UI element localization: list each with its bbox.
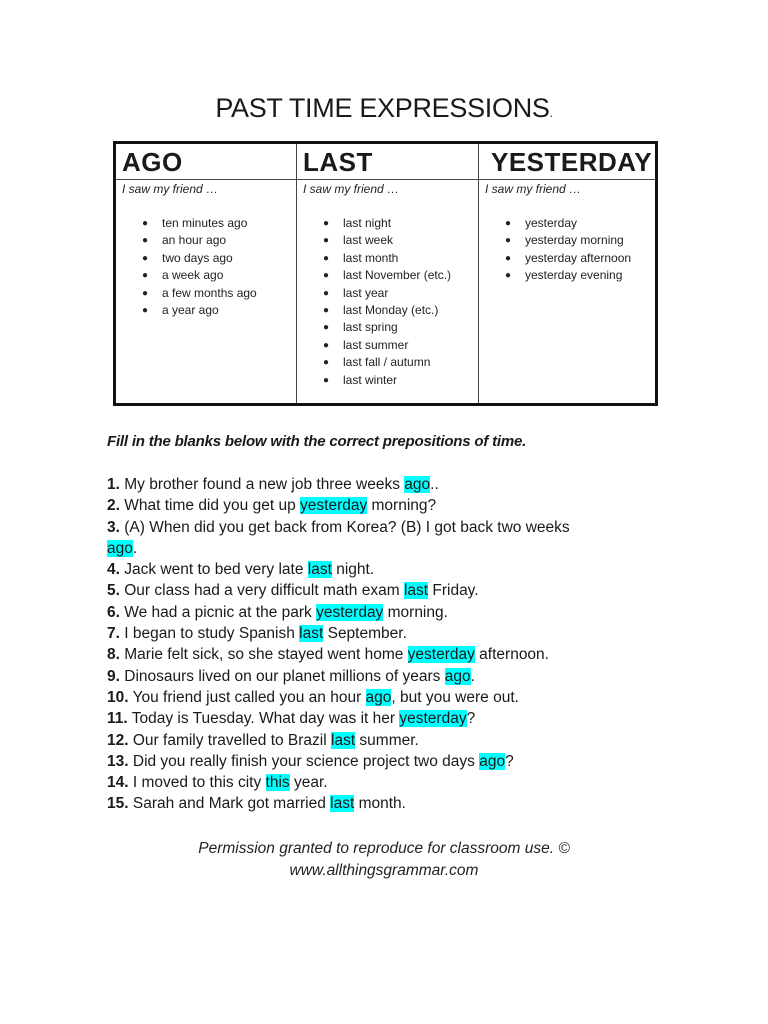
exercise-text: September.	[323, 625, 407, 643]
exercise-text: morning.	[383, 603, 448, 621]
expressions-table	[113, 141, 658, 406]
exercise-text: ?	[466, 710, 476, 728]
expression-text: ten minutes ago	[162, 216, 248, 230]
exercise-text: We had a picnic at the park	[119, 603, 317, 621]
column-lead: I saw my friend …	[485, 182, 582, 196]
exercise-text: What time did you get up	[119, 497, 301, 515]
expression-item	[142, 232, 296, 249]
exercise-text: My brother found a new job three weeks	[119, 476, 405, 493]
exercise-line	[107, 623, 667, 644]
expression-item	[323, 337, 478, 354]
exercise-number: 15.	[107, 795, 129, 813]
exercise-text: I moved to this city	[128, 774, 266, 792]
expression-text: last month	[343, 250, 399, 265]
expression-item	[323, 267, 478, 284]
exercise-number: 4.	[107, 561, 120, 579]
expression-list	[297, 215, 478, 389]
exercise-line	[107, 751, 667, 772]
expression-text: a week ago	[162, 268, 224, 283]
answer-highlight: last	[307, 561, 332, 579]
expression-text: last night	[343, 216, 392, 230]
exercise-line	[107, 538, 667, 559]
title-text: PAST TIME EXPRESSIONS	[215, 93, 550, 123]
exercise-line	[107, 517, 667, 538]
exercise-text: (A) When did you get back from Korea? (B) I got back two weeks	[119, 518, 570, 536]
answer-highlight: this	[265, 774, 290, 792]
bullet-icon: ●	[323, 218, 330, 229]
answer-highlight: ago	[444, 667, 471, 685]
bullet-icon: ●	[505, 235, 512, 247]
exercise-text: Today is Tuesday. What day was it her	[127, 710, 400, 728]
expression-text: last week	[343, 233, 394, 248]
expression-item	[323, 232, 478, 249]
exercise-number: 12.	[107, 731, 129, 749]
bullet-icon: ●	[142, 252, 149, 264]
expression-text: last Monday (etc.)	[343, 303, 439, 318]
exercise-line	[107, 708, 667, 729]
exercise-number: 2.	[107, 497, 120, 515]
bullet-icon: ●	[142, 270, 149, 282]
expression-item	[323, 319, 478, 336]
instructions: Fill in the blanks below with the correct prepositions of time.	[107, 433, 527, 450]
expression-text: last year	[343, 285, 389, 300]
exercise-text: .	[132, 539, 138, 557]
bullet-icon: ●	[323, 374, 330, 386]
exercise-line	[107, 602, 667, 623]
exercise-number: 13.	[107, 752, 129, 770]
bullet-icon: ●	[323, 287, 330, 299]
exercise-text: afternoon.	[474, 646, 549, 664]
answer-highlight: yesterday	[316, 603, 384, 621]
expression-text: two days ago	[162, 250, 233, 265]
bullet-icon: ●	[323, 322, 330, 334]
exercise-text: I began to study Spanish	[119, 625, 300, 643]
column-last	[296, 144, 478, 403]
exercise-number: 10.	[107, 688, 129, 706]
exercise-line	[107, 474, 667, 495]
expression-item	[323, 250, 478, 267]
exercise-text: Sarah and Mark got married	[128, 795, 331, 813]
exercise-line	[107, 772, 667, 793]
answer-highlight: yesterday	[407, 646, 475, 664]
expression-text: yesterday	[525, 216, 578, 230]
exercise-list	[107, 474, 667, 815]
expression-text: last fall / autumn	[343, 355, 431, 370]
exercise-line	[107, 730, 667, 751]
column-heading: LAST	[297, 144, 478, 180]
exercise-text: month.	[354, 795, 406, 813]
exercise-number: 14.	[107, 774, 129, 792]
expression-item	[505, 267, 655, 284]
expression-text: last November (etc.)	[343, 268, 452, 283]
exercise-text: ..	[430, 476, 439, 493]
bullet-icon: ●	[323, 252, 330, 264]
answer-highlight: ago	[404, 476, 431, 493]
bullet-icon: ●	[323, 339, 330, 351]
expression-text: a few months ago	[162, 285, 257, 300]
expression-item	[142, 302, 296, 319]
expression-item	[505, 215, 655, 232]
exercise-text: night.	[331, 561, 375, 579]
exercise-number: 3.	[107, 518, 120, 536]
answer-highlight: yesterday	[399, 710, 467, 728]
bullet-icon: ●	[505, 218, 512, 229]
bullet-icon: ●	[142, 218, 149, 229]
answer-highlight: last	[403, 582, 429, 600]
expression-item	[142, 267, 296, 284]
exercise-text: ?	[505, 752, 514, 770]
expression-text: yesterday morning	[525, 233, 624, 248]
expression-item	[323, 302, 478, 319]
answer-highlight: ago	[479, 752, 506, 770]
expression-item	[323, 354, 478, 371]
column-heading: YESTERDAY	[479, 144, 655, 180]
expression-text: yesterday afternoon	[525, 250, 632, 265]
bullet-icon: ●	[142, 235, 149, 247]
exercise-text: .	[470, 667, 475, 685]
exercise-number: 11.	[107, 710, 128, 728]
exercise-text: summer.	[355, 731, 419, 749]
answer-highlight: last	[299, 625, 324, 643]
bullet-icon: ●	[323, 305, 330, 317]
bullet-icon: ●	[505, 252, 512, 264]
bullet-icon: ●	[323, 235, 330, 247]
bullet-icon: ●	[142, 287, 149, 299]
column-lead: I saw my friend …	[303, 182, 400, 196]
exercise-text: Our family travelled to Brazil	[128, 731, 331, 749]
column-ago	[116, 144, 296, 403]
answer-highlight: last	[331, 731, 356, 749]
permission-note: Permission granted to reproduce for classroom use. ©	[198, 840, 570, 857]
bullet-icon: ●	[323, 270, 330, 282]
expression-list	[116, 215, 296, 319]
answer-highlight: ago	[365, 688, 392, 706]
bullet-icon: ●	[505, 270, 512, 282]
exercise-line	[107, 580, 667, 601]
exercise-text: Marie felt sick, so she stayed went home	[119, 646, 408, 664]
expression-item	[142, 215, 296, 232]
expression-item	[323, 215, 478, 232]
exercise-number: 8.	[107, 646, 120, 664]
expression-item	[323, 285, 478, 302]
expression-text: an hour ago	[162, 233, 227, 248]
answer-highlight: ago	[107, 539, 133, 557]
exercise-number: 5.	[107, 582, 120, 600]
column-heading: AGO	[116, 144, 296, 180]
website-link: www.allthingsgrammar.com	[289, 862, 479, 879]
expression-text: yesterday evening	[525, 268, 623, 283]
expression-text: last summer	[343, 337, 409, 352]
exercise-number: 7.	[107, 625, 120, 643]
exercise-text: Did you really finish your science project two days	[128, 752, 480, 770]
exercise-text: Dinosaurs lived on our planet millions of years	[119, 667, 445, 685]
exercise-number: 9.	[107, 667, 120, 685]
column-yesterday	[478, 144, 655, 403]
exercise-text: year.	[289, 774, 328, 792]
exercise-text: , but you were out.	[391, 688, 519, 706]
expression-item	[142, 250, 296, 267]
exercise-line	[107, 644, 667, 665]
answer-highlight: last	[330, 795, 355, 813]
expression-text: a year ago	[162, 303, 219, 318]
expression-list	[479, 215, 655, 285]
expression-item	[323, 372, 478, 389]
exercise-line	[107, 687, 667, 708]
exercise-line	[107, 793, 667, 814]
exercise-line	[107, 666, 667, 687]
page-title	[0, 93, 768, 124]
bullet-icon: ●	[142, 305, 149, 317]
exercise-text: Our class had a very difficult math exam	[119, 582, 404, 600]
footer	[0, 838, 768, 882]
exercise-text: You friend just called you an hour	[128, 688, 366, 706]
expression-item	[505, 250, 655, 267]
exercise-line	[107, 559, 667, 580]
column-lead: I saw my friend …	[122, 182, 219, 196]
expression-item	[505, 232, 655, 249]
expression-item	[142, 285, 296, 302]
answer-highlight: yesterday	[300, 497, 368, 515]
exercise-line	[107, 495, 667, 516]
exercise-number: 6.	[107, 603, 120, 621]
exercise-text: morning?	[367, 497, 437, 515]
bullet-icon: ●	[323, 357, 330, 369]
title-dot: .	[549, 106, 553, 120]
exercise-text: Friday.	[428, 582, 479, 600]
exercise-text: Jack went to bed very late	[119, 561, 308, 579]
expression-text: last winter	[343, 372, 398, 387]
exercise-number: 1.	[107, 476, 120, 493]
expression-text: last spring	[343, 320, 398, 335]
